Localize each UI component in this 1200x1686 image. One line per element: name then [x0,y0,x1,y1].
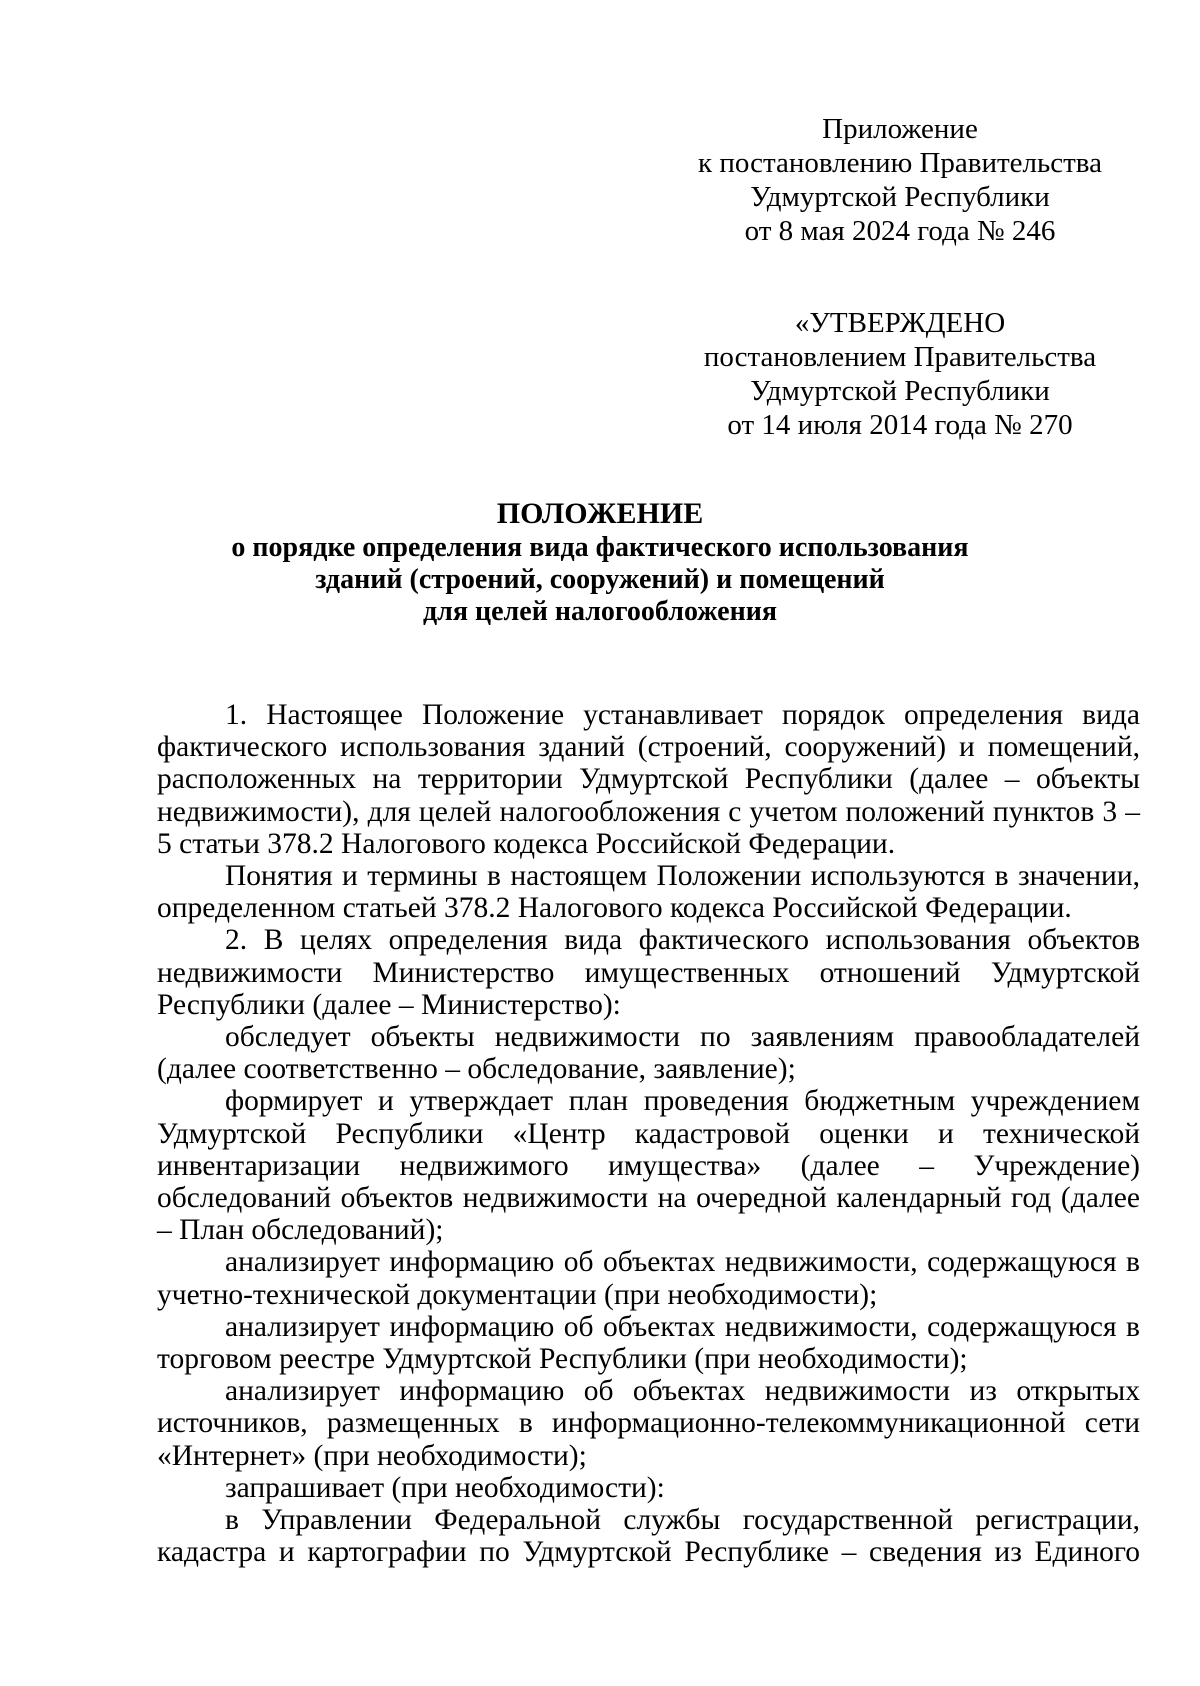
paragraph-requests: запрашивает (при необходимости): [225,1471,665,1504]
paragraph-definitions: Понятия и термины в настоящем Положении используются в значении, определенном статьей 378.2 Налогового кодекса Российской Федерации. [157,860,1140,925]
approval-line: от 14 июля 2014 года № 270 [727,409,1073,441]
paragraph-inspects: обследует объекты недвижимости по заявлениям правообладателей (далее соответственно – обследование, заявление); [157,1021,1140,1086]
appendix-line: к постановлению Правительства [698,147,1102,179]
paragraph-forms-plan: формирует и утверждает план проведения бюджетным учреждением Удмуртской Республики «Центр кадастровой оценки и технической инвентаризации недвижимого имущества» (далее – Учреждение) обследований объектов недвижимости на очередной календарный год (далее – План обследований); [157,1085,1140,1247]
paragraph-analyzes-technical-docs: анализирует информацию об объектах недвижимости, содержащуюся в учетно-технической документации (при необходимости); [157,1246,1140,1311]
paragraph-analyzes-internet: анализирует информацию об объектах недвижимости из открытых источников, размещенных в информационно-телекоммуникационной сети «Интернет» (при необходимости); [157,1375,1140,1472]
paragraph-2: 2. В целях определения вида фактического использования объектов недвижимости Министерство имущественных отношений Удмуртской Республики (далее – Министерство): [157,924,1140,1021]
appendix-header [690,112,1110,248]
document-title [130,498,1070,628]
approval-line: Удмуртской Республики [750,375,1050,407]
paragraph-rosreestr: в Управлении Федеральной службы государственной регистрации, кадастра и картографии по Удмуртской Республике – сведения из Единого [157,1504,1140,1569]
paragraph-analyzes-trade-registry: анализирует информацию об объектах недвижимости, содержащуюся в торговом реестре Удмуртской Республики (при необходимости); [157,1310,1140,1376]
title-subtitle-line: о порядке определения вида фактического использования [231,532,969,563]
title-subtitle-line: зданий (строений, сооружений) и помещений [315,564,885,595]
approval-stamp-text [690,306,1110,442]
document-body [157,699,1140,1568]
title-subtitle-line: для целей налогообложения [422,596,778,627]
approval-line: постановлением Правительства [703,341,1097,373]
appendix-line: Приложение [822,113,978,145]
appendix-line: от 8 мая 2024 года № 246 [744,215,1056,247]
title-heading: ПОЛОЖЕНИЕ [496,497,704,530]
approval-line: «УТВЕРЖДЕНО [794,307,1006,339]
paragraph-1: 1. Настоящее Положение устанавливает порядок определения вида фактического использования зданий (строений, сооружений) и помещений, расположенных на территории Удмуртской Республики (далее – объекты недвижимости), для целей налогообложения с учетом положений пунктов 3 – 5 статьи 378.2 Налогового кодекса Российской Федерации. [157,699,1140,860]
appendix-line: Удмуртской Республики [750,181,1050,213]
